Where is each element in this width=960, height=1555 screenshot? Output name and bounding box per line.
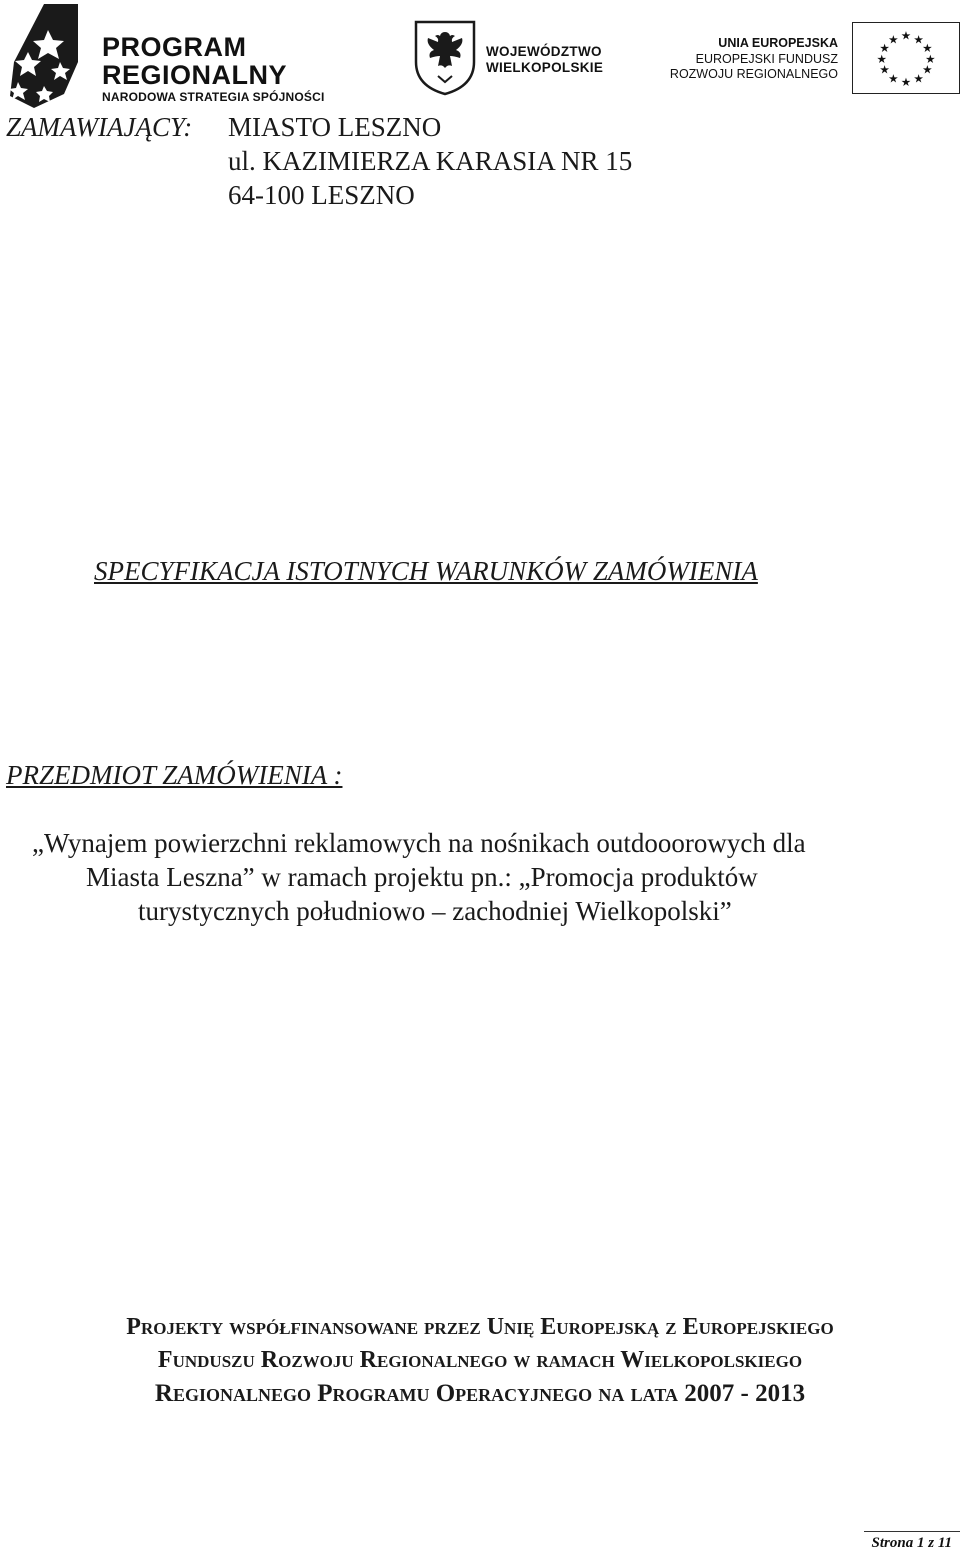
subject-line: Miasta Leszna” w ramach projektu pn.: „Promocja produktów bbox=[86, 862, 758, 892]
cofinancing-line: Regionalnego Programu Operacyjnego na lata 2007 - 2013 bbox=[154, 1380, 806, 1407]
svg-text:★: ★ bbox=[900, 75, 912, 90]
subject-heading: PRZEDMIOT ZAMÓWIENIA : bbox=[6, 760, 343, 790]
orderer-city: 64-100 LESZNO bbox=[228, 180, 415, 210]
eu-flag-icon bbox=[852, 22, 960, 94]
footer-divider bbox=[864, 1531, 960, 1532]
eu-logo-line1: UNIA EUROPEJSKA bbox=[718, 36, 838, 50]
eagle-crest-icon bbox=[412, 18, 478, 96]
svg-text:★: ★ bbox=[900, 28, 912, 43]
program-logo-line1: PROGRAM bbox=[102, 32, 247, 62]
subject-line: „Wynajem powierzchni reklamowych na nośnikach outdooorowych dla bbox=[32, 828, 806, 858]
program-logo-line3: NARODOWA STRATEGIA SPÓJNOŚCI bbox=[102, 90, 325, 104]
program-regionalny-logo bbox=[4, 2, 344, 110]
svg-text:★: ★ bbox=[879, 41, 890, 56]
orderer-name: MIASTO LESZNO bbox=[228, 112, 442, 142]
svg-text:★: ★ bbox=[925, 51, 936, 66]
svg-text:★: ★ bbox=[888, 71, 899, 86]
star-emblem-icon bbox=[4, 2, 82, 110]
voivodeship-logo-line2: WIELKOPOLSKIE bbox=[486, 60, 604, 75]
eu-logo-line2: EUROPEJSKI FUNDUSZ bbox=[695, 52, 838, 66]
svg-text:★: ★ bbox=[879, 62, 890, 77]
svg-text:★: ★ bbox=[888, 32, 899, 47]
svg-text:★: ★ bbox=[913, 71, 924, 86]
svg-text:★: ★ bbox=[922, 41, 933, 56]
svg-text:★: ★ bbox=[913, 32, 924, 47]
svg-text:★: ★ bbox=[876, 51, 887, 66]
page-number: Strona 1 z 11 bbox=[871, 1535, 952, 1551]
cofinancing-line: Funduszu Rozwoju Regionalnego w ramach Wielkopolskiego bbox=[157, 1347, 803, 1373]
orderer-label: ZAMAWIAJĄCY: bbox=[6, 112, 193, 142]
wielkopolskie-logo bbox=[412, 18, 612, 98]
orderer-street: ul. KAZIMIERZA KARASIA NR 15 bbox=[228, 146, 633, 176]
subject-line: turystycznych południowo – zachodniej Wielkopolski” bbox=[138, 896, 732, 926]
eu-fund-logo bbox=[656, 22, 960, 96]
cofinancing-line: Projekty współfinansowane przez Unię Europejską z Europejskiego bbox=[126, 1314, 834, 1340]
program-logo-line2: REGIONALNY bbox=[102, 60, 288, 90]
voivodeship-logo-line1: WOJEWÓDZTWO bbox=[486, 44, 602, 59]
svg-text:★: ★ bbox=[922, 62, 933, 77]
document-title: SPECYFIKACJA ISTOTNYCH WARUNKÓW ZAMÓWIENIA bbox=[94, 556, 758, 586]
eu-logo-line3: ROZWOJU REGIONALNEGO bbox=[669, 67, 838, 81]
